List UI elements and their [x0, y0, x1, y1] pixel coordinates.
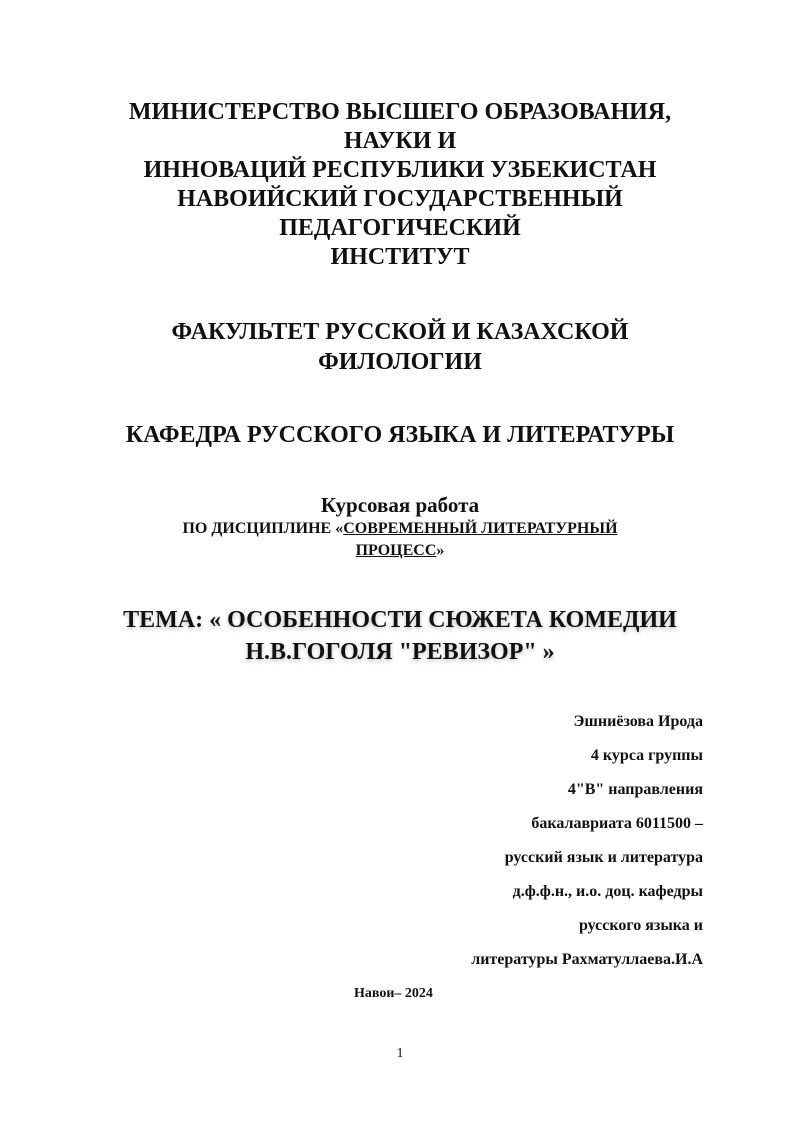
discipline-name-part-1: СОВРЕМЕННЫЙ ЛИТЕРАТУРНЫЙ — [343, 520, 618, 537]
ministry-line: ИННОВАЦИЙ РЕСПУБЛИКИ УЗБЕКИСТАН — [143, 157, 657, 183]
discipline-line-2 — [0, 540, 800, 562]
topic-line-1: ТЕМА: « ОСОБЕННОСТИ СЮЖЕТА КОМЕДИИ — [123, 607, 677, 633]
discipline-info — [0, 518, 800, 562]
faculty-line: ФАКУЛЬТЕТ РУССКОЙ И КАЗАХСКОЙ — [171, 319, 629, 345]
ministry-line: НАВОИЙСКИЙ ГОСУДАРСТВЕННЫЙ — [177, 186, 623, 212]
discipline-prefix: ПО ДИСЦИПЛИНЕ « — [182, 520, 344, 537]
ministry-line: МИНИСТЕРСТВО ВЫСШЕГО ОБРАЗОВАНИЯ, — [128, 99, 672, 125]
topic-line-2: Н.В.ГОГОЛЯ "РЕВИЗОР" » — [245, 639, 555, 665]
city-year: Навои– 2024 — [354, 986, 433, 1001]
author-program-code: бакалавриата 6011500 – — [531, 815, 703, 832]
author-program-name: русский язык и литература — [504, 849, 703, 866]
department-title: КАФЕДРА РУССКОГО ЯЗЫКА И ЛИТЕРАТУРЫ — [125, 422, 675, 448]
department-header — [0, 420, 800, 450]
page-number: 1 — [396, 1046, 404, 1061]
supervisor-department: русского языка и — [578, 917, 703, 934]
topic-heading — [0, 604, 800, 668]
author-course: 4 курса группы — [590, 747, 703, 764]
faculty-header — [0, 317, 800, 377]
author-name: Эшниёзова Ирода — [573, 713, 703, 730]
work-type-title — [0, 492, 800, 518]
author-info-block — [471, 710, 703, 982]
ministry-line: ПЕДАГОГИЧЕСКИЙ — [279, 215, 521, 241]
ministry-header — [0, 98, 800, 272]
author-group: 4"В" направления — [567, 781, 703, 798]
supervisor-name: литературы Рахматуллаева.И.А — [471, 951, 703, 968]
discipline-name-part-2: ПРОЦЕСС — [355, 542, 437, 559]
work-title-text: Курсовая работа — [320, 493, 480, 517]
ministry-line: ИНСТИТУТ — [330, 244, 470, 270]
faculty-line: ФИЛОЛОГИИ — [318, 349, 482, 375]
discipline-line-1 — [0, 518, 800, 540]
ministry-line: НАУКИ И — [343, 128, 457, 154]
discipline-suffix: » — [436, 542, 445, 559]
supervisor-title: д.ф.ф.н., и.о. доц. кафедры — [512, 883, 703, 900]
